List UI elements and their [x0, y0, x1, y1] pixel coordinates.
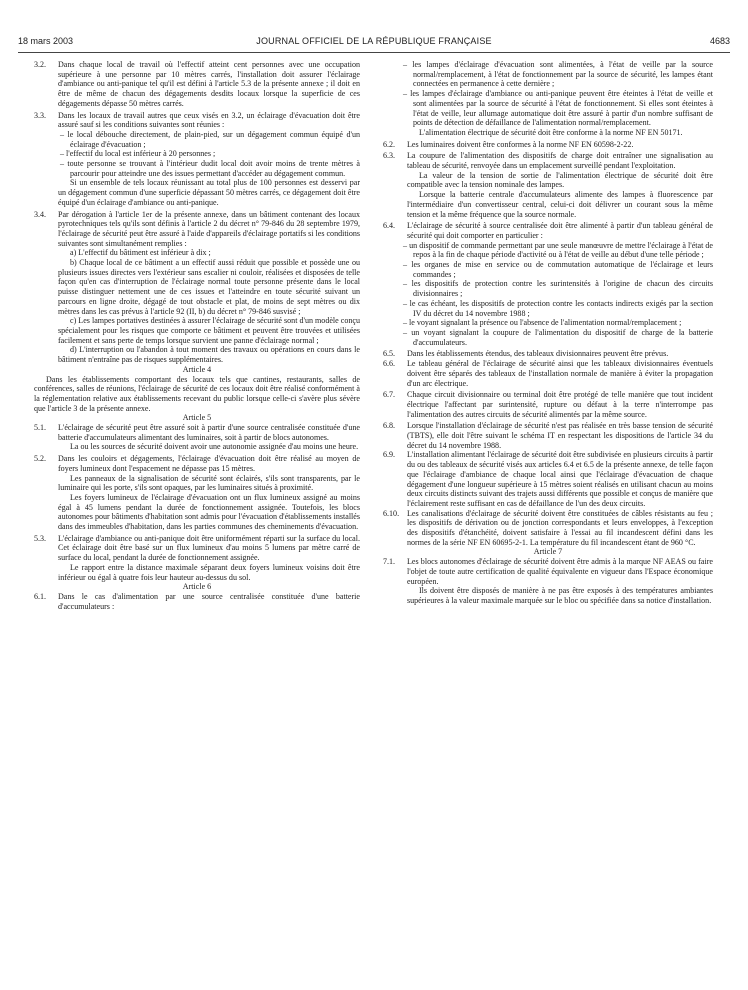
section-3-3: 3.3. Dans les locaux de travail autres que ceux visés en 3.2, un éclairage d'évacuation doit être assuré sauf si les conditions suivantes sont réunies :: [34, 110, 360, 130]
list-item: – les lampes d'éclairage d'évacuation sont alimentées, à l'état de veille par la source normal/remplacement, à l'état de fonctionnement par la source de sécurité, les lampes étant connectées en permanence à cette dernière ;: [403, 60, 713, 89]
paragraph: d) L'interruption ou l'abandon à tout moment des travaux ou opérations en cours dans le bâtiment n'entraîne pas de risques supplémentaires.: [58, 345, 360, 365]
section-6-10: 6.10. Les canalisations d'éclairage de sécurité doivent être constituées de câbles résistants au feu ; les dispositifs de dérivation ou de jonction correspondants et leurs enveloppes, à l'exception des dispositifs d'étanchéité, doivent satisfaire à l'essai au fil incandescent défini dans les normes de la série NF EN 60695-2-1. La température du fil incandescent étant de 960 °C.: [383, 508, 713, 547]
section-6-1: 6.1. Dans le cas d'alimentation par une source centralisée constituée d'une batterie d'accumulateurs :: [34, 591, 360, 611]
section-6-9: 6.9. L'installation alimentant l'éclairage de sécurité doit être subdivisée en plusieurs circuits à partir du ou des tableaux de sécurité visés aux articles 6.4 et 6.5 de la présente annexe, de telle façon que l'éclairage d'ambiance de chaque local ainsi que l'éclairage d'évacuation de chaque dégagement d'une longueur supérieure à 15 mètres soient réalisés en utilisant chacun au moins deux circuits distincts suivant des trajets aussi différents que possible et conçus de manière que l'éclairement reste suffisant en cas de défaillance de l'un des deux circuits.: [383, 450, 714, 508]
list-item: – l'effectif du local est inférieur à 20 personnes ;: [60, 149, 216, 159]
list-item: – le local débouche directement, de plain-pied, sur un dégagement commun équipé d'un éclairage d'évacuation ;: [60, 129, 360, 149]
section-7-1: 7.1. Les blocs autonomes d'éclairage de sécurité doivent être admis à la marque NF AEAS ou faire l'objet de toute autre certification de qualité équivalente en vigueur dans l'Espace économique européen.: [383, 557, 713, 586]
paragraph: b) Chaque local de ce bâtiment a un effectif aussi réduit que possible et possède une ou plusieurs issues directes vers l'extérieur sans escalier ni couloir, réalisées et disposées de telle façon qu'en cas d'interruption de l'éclairage normal toute personne présente dans le local puisse distinguer nettement une de ces issues et l'atteindre en toute sécurité suivant un parcours en ligne droite, dégagé de tout obstacle et plat, de moins de sept mètres ou dix mètres dans les cas prévus à l'article 92 (II, b) du décret n° 79-846 susvisé ;: [58, 258, 360, 316]
article-7-title: Article 7: [533, 547, 563, 557]
paragraph: La ou les sources de sécurité doivent avoir une autonomie assignée d'au moins une heure.: [70, 442, 359, 452]
article-4-text: Dans les établissements comportant des locaux tels que cantines, restaurants, salles de conférences, salles de réunions, l'éclairage de sécurité de ces locaux doit être réalisé conformément à la réglementation relative aux établissements recevant du public lorsque celle-ci s'avère plus sévère que l'article 3 de la présente annexe.: [34, 374, 360, 413]
article-6-title: Article 6: [182, 582, 212, 592]
article-5-title: Article 5: [182, 413, 212, 423]
section-6-8: 6.8. Lorsque l'installation d'éclairage de sécurité n'est pas réalisée en très basse tension de sécurité (TBTS), elle doit l'être suivant le schéma IT en respectant les dispositions de l'article 34 du décret du 14 novembre 1988.: [383, 421, 713, 450]
list-item: – le voyant signalant la présence ou l'absence de l'alimentation normal/remplacement ;: [403, 318, 682, 328]
issue-date: 18 mars 2003: [18, 36, 74, 46]
article-4-title: Article 4: [182, 364, 212, 374]
section-6-4: 6.4. L'éclairage de sécurité à source centralisée doit être alimenté à partir d'un tableau général de sécurité qui doit comporter en particulier :: [383, 221, 713, 240]
list-item: – les organes de mise en service ou de commutation automatique de l'éclairage et leurs commandes ;: [403, 260, 713, 279]
paragraph: L'alimentation électrique de sécurité doit être conforme à la norme NF EN 50171.: [419, 127, 683, 137]
list-item: – les dispositifs de protection contre les surintensités à l'origine de chacun des circuits divisionnaires ;: [403, 279, 713, 299]
section-6-7: 6.7. Chaque circuit divisionnaire ou terminal doit être protégé de telle manière que tout incident électrique l'affectant par surintensité, rupture ou défaut à la terre n'interrompe pas l'alimentation des autres circuits de sécurité alimentés par la même source.: [383, 390, 713, 419]
section-6-2: 6.2. Les luminaires doivent être conformes à la norme NF EN 60598-2-22.: [383, 139, 634, 149]
journal-title: JOURNAL OFFICIEL DE LA RÉPUBLIQUE FRANÇAISE: [256, 36, 492, 46]
paragraph: Les panneaux de la signalisation de sécurité sont éclairés, s'ils sont transparents, par le luminaire qui les porte, s'ils sont opaques, par les luminaires situés à proximité.: [58, 473, 360, 493]
list-item: – les lampes d'éclairage d'ambiance ou anti-panique peuvent être éteintes à l'état de veille et sont alimentées par la source de sécurité à l'état de fonctionnement. Si elles sont éteintes à l'état de veille, leur allumage automatique doit être assuré à partir d'un nombre suffisant de points de détection de défaillance de l'alimentation normal/remplacement.: [403, 89, 713, 128]
paragraph: Lorsque la batterie centrale d'accumulateurs alimente des lampes à fluorescence par l'intermédiaire d'un convertisseur central, celui-ci doit délivrer un courant sous la même tension et la même fréquence que la source normale.: [407, 190, 713, 219]
paragraph: Le rapport entre la distance maximale séparant deux foyers lumineux voisins doit être inférieur ou égal à quatre fois leur hauteur au-dessus du sol.: [58, 562, 360, 582]
page-header: [18, 36, 730, 50]
list-item: – un voyant signalant la coupure de l'alimentation du dispositif de charge de la batterie d'accumulateurs.: [403, 327, 713, 347]
section-5-3: 5.3. L'éclairage d'ambiance ou anti-panique doit être uniformément réparti sur la surface du local. Cet éclairage doit être basé sur un flux lumineux d'au moins 5 lumens par mètre carré de surface du local, pendant la durée de fonctionnement assignée.: [34, 533, 360, 563]
left-column: [34, 60, 360, 611]
section-5-1: 5.1. L'éclairage de sécurité peut être assuré soit à partir d'une source centralisée constituée d'une batterie d'accumulateurs alimentant des luminaires, soit à partir de blocs autonomes.: [34, 423, 360, 442]
paragraph: a) L'effectif du bâtiment est inférieur à dix ;: [70, 248, 211, 258]
list-item: – toute personne se trouvant à l'intérieur dudit local doit avoir moins de trente mètres à parcourir pour atteindre une des issues permettant d'accéder au dégagement commun.: [60, 159, 360, 178]
paragraph: La valeur de la tension de sortie de l'alimentation électrique de sécurité doit être compatible avec la tension nominale des lampes.: [407, 170, 713, 190]
section-6-5: 6.5. Dans les établissements étendus, des tableaux divisionnaires peuvent être prévus.: [383, 349, 669, 359]
list-item: – un dispositif de commande permettant par une seule manœuvre de mettre l'éclairage à l'état de repos à la fin de chaque période d'activité ou à l'état de veille au début d'une telle période ;: [403, 240, 713, 260]
section-6-3: 6.3. La coupure de l'alimentation des dispositifs de charge doit entraîner une signalisation au tableau de sécurité, renvoyée dans un emplacement surveillé pendant l'exploitation.: [383, 151, 713, 171]
paragraph: Les foyers lumineux de l'éclairage d'évacuation ont un flux lumineux assigné au moins égal à 45 lumens pendant la durée de fonctionnement assignée. Toutefois, les blocs autonomes pour bâtiments d'habitation sont admis pour l'évacuation d'établissements installés dans des immeubles d'habitation, dans les parties communes des cheminements d'évacuation.: [58, 492, 360, 532]
section-3-4: 3.4. Par dérogation à l'article 1er de la présente annexe, dans un bâtiment contenant des locaux pyrotechniques tels qu'ils sont définis à l'article 2 du décret n° 79-846 du 28 septembre 1979, l'éclairage de sécurité peut être assuré à l'aide d'appareils d'éclairage portatifs si les conditions suivantes sont simultanément remplies :: [34, 209, 360, 248]
section-5-2: 5.2. Dans les couloirs et dégagements, l'éclairage d'évacuation doit être réalisé au moyen de foyers lumineux dont l'espacement ne dépasse pas 15 mètres.: [34, 454, 360, 473]
header-rule: [18, 52, 730, 53]
section-3-2: 3.2. Dans chaque local de travail où l'effectif atteint cent personnes avec une occupation supérieure à une personne par 10 mètres carrés, l'installation doit assurer l'éclairage d'ambiance ou anti-panique tel qu'il est défini à l'article 5.3 de la présente annexe ; il doit en être de même de chacun des dégagements desdits locaux lorsque la superficie de ces dégagements dépasse 50 mètres carrés.: [34, 60, 360, 108]
paragraph: c) Les lampes portatives destinées à assurer l'éclairage de sécurité sont d'un modèle conçu spécialement pour les risques que comporte ce bâtiment et peuvent être trouvées et utilisées facilement et sans perte de temps lorsque survient une panne d'éclairage normal ;: [58, 316, 360, 345]
section-6-6: 6.6. Le tableau général de l'éclairage de sécurité ainsi que les tableaux divisionnaires éventuels doivent être séparés des tableaux de l'installation normale de manière à éviter la propagation d'un arc électrique.: [383, 359, 713, 388]
paragraph: Si un ensemble de tels locaux réunissant au total plus de 100 personnes est desservi par un dégagement commun d'une superficie dépassant 50 mètres carrés, ce dégagement doit être équipé d'un éclairage d'ambiance ou anti-panique.: [58, 178, 360, 207]
paragraph: Ils doivent être disposés de manière à ne pas être exposés à des températures ambiantes supérieures à la valeur maximale marquée sur le bloc ou spécifiée dans sa notice d'installation.: [407, 586, 713, 605]
right-column: [383, 60, 713, 606]
list-item: – le cas échéant, les dispositifs de protection contre les contacts indirects exigés par la section IV du décret du 14 novembre 1988 ;: [403, 298, 713, 318]
page-number: 4683: [709, 36, 730, 46]
